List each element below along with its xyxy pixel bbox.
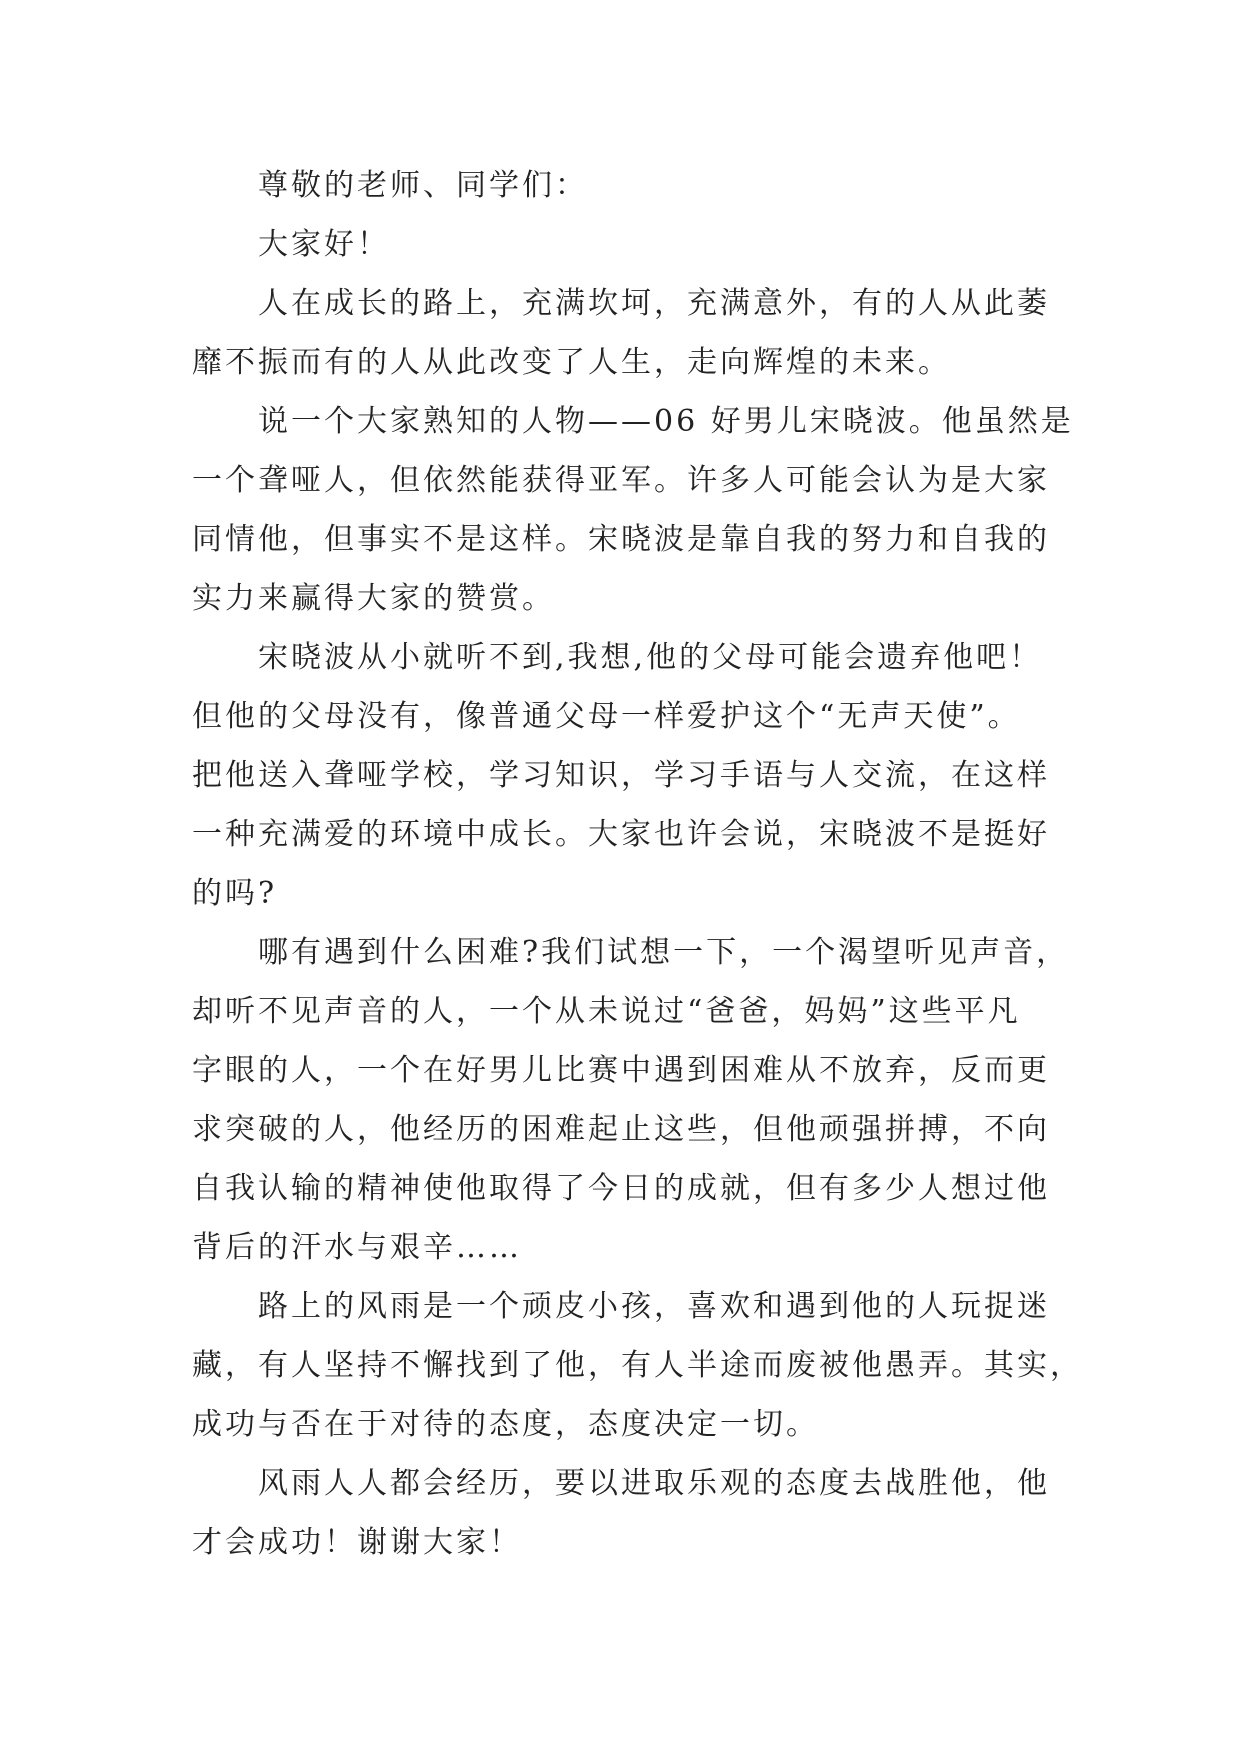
paragraph-line: 却听不见声音的人，一个从未说过“爸爸，妈妈”这些平凡 <box>192 994 1021 1029</box>
paragraph-line: 把他送入聋哑学校，学习知识，学习手语与人交流，在这样 <box>192 758 1050 793</box>
paragraph-first-line: 宋晓波从小就听不到,我想,他的父母可能会遗弃他吧！ <box>258 640 1043 675</box>
paragraph-line: 自我认输的精神使他取得了今日的成就，但有多少人想过他 <box>192 1171 1050 1206</box>
paragraph-first-line: 路上的风雨是一个顽皮小孩，喜欢和遇到他的人玩捉迷 <box>258 1289 1050 1324</box>
paragraph-line: 但他的父母没有，像普通父母一样爱护这个“无声天使”。 <box>192 699 1021 734</box>
paragraph-line: 才会成功！谢谢大家！ <box>192 1525 522 1560</box>
paragraph-line: 藏，有人坚持不懈找到了他，有人半途而废被他愚弄。其实， <box>192 1348 1083 1383</box>
paragraph-line: 同情他，但事实不是这样。宋晓波是靠自我的努力和自我的 <box>192 522 1050 557</box>
paragraph-first-line: 尊敬的老师、同学们： <box>258 168 588 203</box>
paragraph-first-line: 说一个大家熟知的人物——06 好男儿宋晓波。他虽然是 <box>258 404 1074 439</box>
paragraph-line: 成功与否在于对待的态度，态度决定一切。 <box>192 1407 819 1442</box>
paragraph-line: 背后的汗水与艰辛…… <box>192 1230 522 1265</box>
paragraph-first-line: 人在成长的路上，充满坎坷，充满意外，有的人从此萎 <box>258 286 1050 321</box>
paragraph-line: 靡不振而有的人从此改变了人生，走向辉煌的未来。 <box>192 345 951 380</box>
paragraph-line: 一种充满爱的环境中成长。大家也许会说，宋晓波不是挺好 <box>192 817 1050 852</box>
paragraph-line: 字眼的人，一个在好男儿比赛中遇到困难从不放弃，反而更 <box>192 1053 1050 1088</box>
paragraph-line: 一个聋哑人，但依然能获得亚军。许多人可能会认为是大家 <box>192 463 1050 498</box>
paragraph-first-line: 大家好！ <box>258 227 390 262</box>
speech-text-body <box>192 156 1083 1572</box>
paragraph-line: 求突破的人，他经历的困难起止这些，但他顽强拼搏，不向 <box>192 1112 1050 1147</box>
paragraph-first-line: 风雨人人都会经历，要以进取乐观的态度去战胜他，他 <box>258 1466 1050 1501</box>
paragraph-first-line: 哪有遇到什么困难?我们试想一下，一个渴望听见声音， <box>258 935 1070 970</box>
paragraph-line: 实力来赢得大家的赞赏。 <box>192 581 555 616</box>
paragraph-line: 的吗? <box>192 876 278 911</box>
